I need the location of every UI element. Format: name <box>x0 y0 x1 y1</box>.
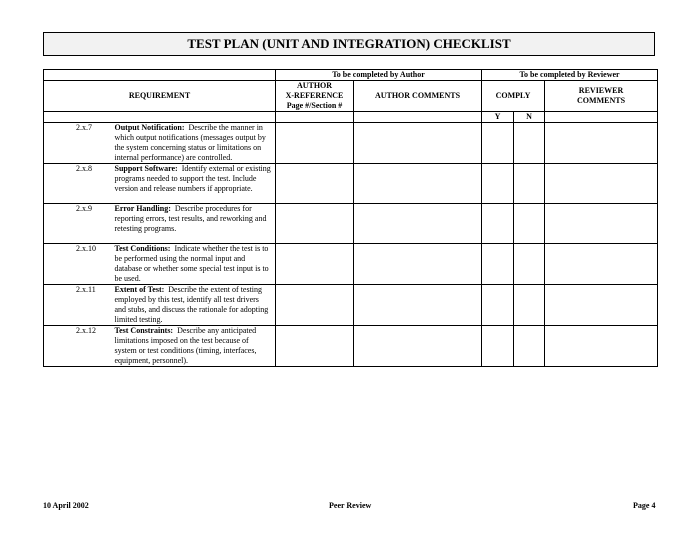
reviewer-comments-cell[interactable] <box>545 244 658 285</box>
comply-no-cell[interactable] <box>514 285 545 326</box>
comply-no-cell[interactable] <box>514 204 545 244</box>
requirement-label: Error Handling: <box>114 204 171 213</box>
xref-cell[interactable] <box>276 123 354 164</box>
comply-no-cell[interactable] <box>514 164 545 204</box>
requirement-text: Describe any anticipated limitations imposed on the test because of system or test conditions (timing, interfaces, equipment, personnel). <box>114 326 257 365</box>
requirement-number: 2.x.11 <box>44 285 109 326</box>
author-comments-cell[interactable] <box>354 326 482 367</box>
xref-header-line3: Page #/Section # <box>286 101 343 110</box>
blank-header-cell <box>44 70 276 81</box>
table-row <box>44 326 658 367</box>
requirement-description <box>109 326 276 367</box>
author-comments-cell[interactable] <box>354 244 482 285</box>
blank-subheader-cell <box>354 112 482 123</box>
table-row <box>44 244 658 285</box>
xref-cell[interactable] <box>276 204 354 244</box>
reviewer-comments-cell[interactable] <box>545 204 658 244</box>
author-comments-cell[interactable] <box>354 285 482 326</box>
xref-header-line1: AUTHOR <box>296 81 333 90</box>
requirement-text: Describe procedures for reporting errors, test results, and reworking and retesting programs. <box>114 204 267 233</box>
page-title: TEST PLAN (UNIT AND INTEGRATION) CHECKLIST <box>43 32 655 56</box>
requirement-text: Describe the manner in which output notifications (messages output by the system concerning status or limitations on internal performance) are controlled. <box>114 123 266 162</box>
reviewer-header-line2: COMMENTS <box>577 96 626 105</box>
reviewer-comments-cell[interactable] <box>545 123 658 164</box>
requirement-number: 2.x.7 <box>44 123 109 164</box>
comply-yes-cell[interactable] <box>482 204 514 244</box>
footer-center: Peer Review <box>329 501 372 510</box>
comply-header: COMPLY <box>482 81 545 112</box>
reviewer-group-header: To be completed by Reviewer <box>482 70 658 81</box>
requirement-number: 2.x.10 <box>44 244 109 285</box>
comply-yes-cell[interactable] <box>482 244 514 285</box>
reviewer-header-line1: REVIEWER <box>578 86 624 95</box>
checklist-table <box>43 69 658 367</box>
requirement-number: 2.x.8 <box>44 164 109 204</box>
requirement-description <box>109 244 276 285</box>
table-row <box>44 204 658 244</box>
requirement-description <box>109 123 276 164</box>
comply-no-header: N <box>514 112 545 123</box>
requirement-number: 2.x.12 <box>44 326 109 367</box>
requirement-label: Output Notification: <box>114 123 185 132</box>
requirement-description <box>109 164 276 204</box>
table-row <box>44 285 658 326</box>
comply-yes-cell[interactable] <box>482 326 514 367</box>
requirement-description <box>109 204 276 244</box>
requirement-text: Identify external or existing programs needed to support the test. Include version and release numbers if appropriate. <box>114 164 271 193</box>
blank-subheader-cell <box>545 112 658 123</box>
requirement-text: Indicate whether the test is to be performed using the normal input and database or whether some special test input is to be used. <box>114 244 269 283</box>
table-row <box>44 123 658 164</box>
requirement-number: 2.x.9 <box>44 204 109 244</box>
comply-yes-cell[interactable] <box>482 123 514 164</box>
author-comments-header: AUTHOR COMMENTS <box>354 81 482 112</box>
requirement-label: Extent of Test: <box>114 285 165 294</box>
author-comments-cell[interactable] <box>354 123 482 164</box>
comply-no-cell[interactable] <box>514 244 545 285</box>
comply-no-cell[interactable] <box>514 326 545 367</box>
comply-yes-cell[interactable] <box>482 285 514 326</box>
footer-page-number: Page 4 <box>633 501 656 510</box>
reviewer-comments-header <box>545 81 658 112</box>
xref-cell[interactable] <box>276 326 354 367</box>
xref-header <box>276 81 354 112</box>
comply-no-cell[interactable] <box>514 123 545 164</box>
comply-yes-header: Y <box>482 112 514 123</box>
table-row <box>44 164 658 204</box>
requirement-text: Describe the extent of testing employed by this test, identify all test drivers and stubs, and discuss the rationale for adopting limited testing. <box>114 285 269 324</box>
requirement-description <box>109 285 276 326</box>
requirement-label: Support Software: <box>114 164 178 173</box>
reviewer-comments-cell[interactable] <box>545 164 658 204</box>
footer-date: 10 April 2002 <box>43 501 89 510</box>
requirement-label: Test Conditions: <box>114 244 171 253</box>
author-comments-cell[interactable] <box>354 164 482 204</box>
xref-cell[interactable] <box>276 244 354 285</box>
xref-cell[interactable] <box>276 285 354 326</box>
comply-yes-cell[interactable] <box>482 164 514 204</box>
reviewer-comments-cell[interactable] <box>545 326 658 367</box>
reviewer-comments-cell[interactable] <box>545 285 658 326</box>
blank-subheader-cell <box>276 112 354 123</box>
requirement-header: REQUIREMENT <box>44 81 276 112</box>
author-group-header: To be completed by Author <box>276 70 482 81</box>
xref-header-line2: X-REFERENCE <box>285 91 344 100</box>
xref-cell[interactable] <box>276 164 354 204</box>
author-comments-cell[interactable] <box>354 204 482 244</box>
requirement-label: Test Constraints: <box>114 326 174 335</box>
blank-subheader-cell <box>44 112 276 123</box>
